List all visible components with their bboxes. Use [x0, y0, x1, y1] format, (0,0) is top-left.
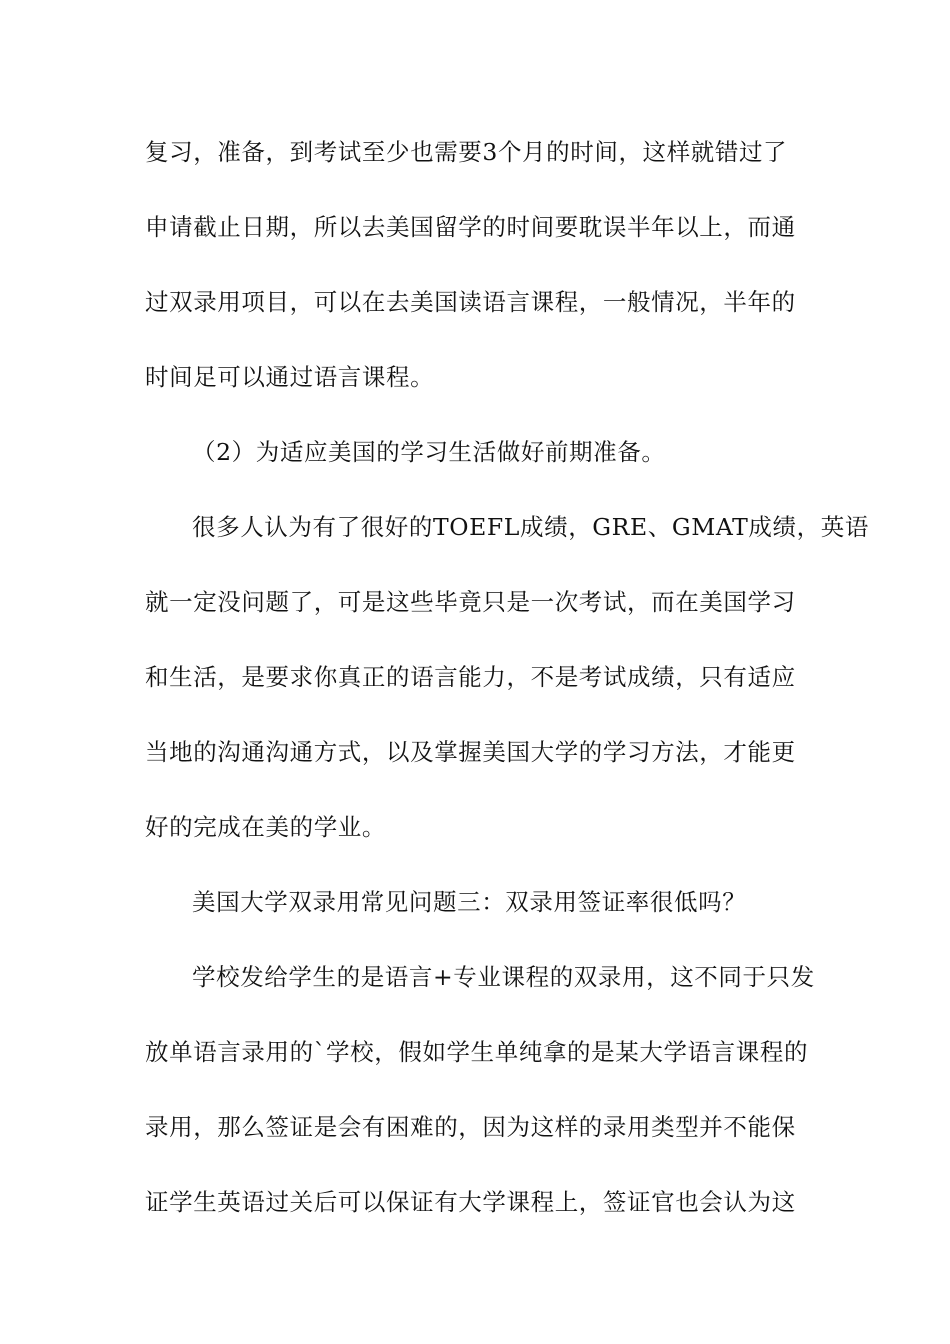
- body-text-line: 证学生英语过关后可以保证有大学课程上，签证官也会认为这: [145, 1188, 796, 1216]
- body-text-line: 时间足可以通过语言课程。: [145, 363, 435, 391]
- body-text-line: 放单语言录用的`学校，假如学生单纯拿的是某大学语言课程的: [145, 1038, 809, 1066]
- body-text-line: 和生活，是要求你真正的语言能力，不是考试成绩，只有适应: [145, 663, 796, 691]
- body-text-line: 当地的沟通沟通方式，以及掌握美国大学的学习方法，才能更: [145, 738, 796, 766]
- paragraph-first-line: 很多人认为有了很好的TOEFL成绩，GRE、GMAT成绩，英语: [192, 513, 869, 541]
- body-text-line: 申请截止日期，所以去美国留学的时间要耽误半年以上，而通: [145, 213, 796, 241]
- body-text-line: 就一定没问题了，可是这些毕竟只是一次考试，而在美国学习: [145, 588, 796, 616]
- body-text-line: 过双录用项目，可以在去美国读语言课程，一般情况，半年的: [145, 288, 796, 316]
- paragraph-first-line: 学校发给学生的是语言+专业课程的双录用，这不同于只发: [192, 963, 815, 991]
- body-text-line: 录用，那么签证是会有困难的，因为这样的录用类型并不能保: [145, 1113, 796, 1141]
- question-heading: 美国大学双录用常见问题三：双录用签证率很低吗？: [192, 888, 747, 916]
- body-text-line: 好的完成在美的学业。: [145, 813, 386, 841]
- section-heading: （2）为适应美国的学习生活做好前期准备。: [192, 438, 666, 466]
- body-text-line: 复习，准备，到考试至少也需要3个月的时间，这样就错过了: [145, 138, 788, 166]
